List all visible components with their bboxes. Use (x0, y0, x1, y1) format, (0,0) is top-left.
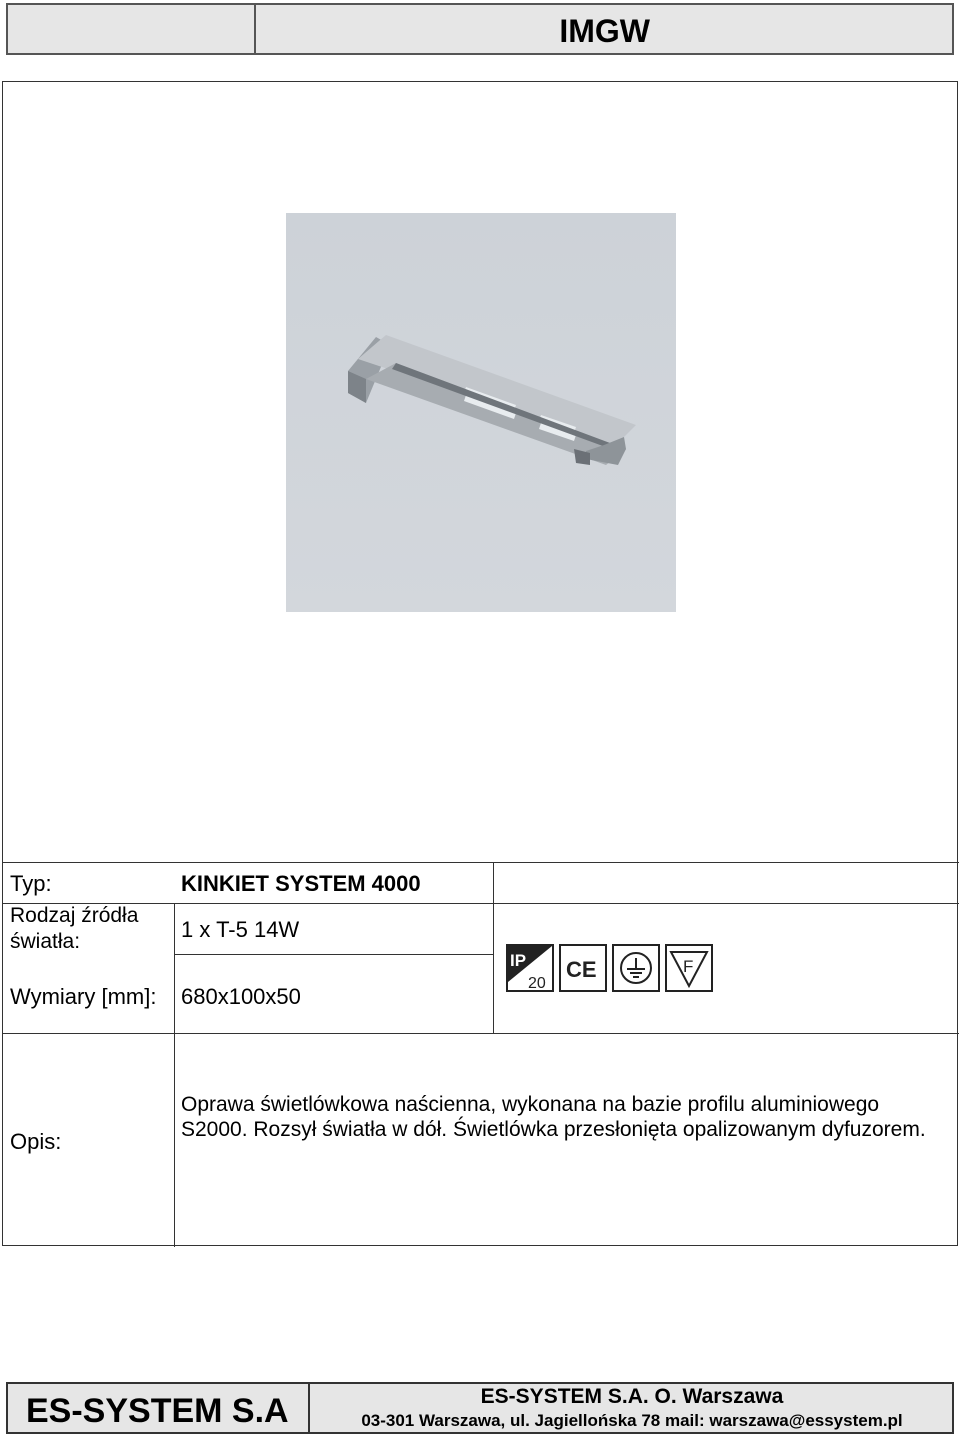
dimensions-value: 680x100x50 (181, 984, 301, 1009)
table-row-rule-2 (174, 954, 494, 955)
footer-address: 03-301 Warszawa, ul. Jagiellońska 78 mail: warszawa@essystem.pl (361, 1411, 903, 1430)
type-value: KINKIET SYSTEM 4000 (181, 871, 421, 896)
datasheet-frame (2, 81, 958, 1246)
ce-mark-icon (559, 944, 607, 992)
header-divider (254, 5, 256, 53)
table-row-rule-3 (3, 1033, 959, 1034)
table-row-rule-1 (3, 903, 959, 904)
footer-company: ES-SYSTEM S.A. O. Warszawa (480, 1385, 784, 1408)
f-mark-icon (665, 944, 713, 992)
wall-luminaire-illustration (286, 213, 676, 612)
desc-col-rule (174, 1033, 175, 1247)
description-text: Oprawa świetlówkowa naścienna, wykonana na bazie profilu aluminiowego S2000. Rozsył światła w dół. Świetlówka przesłonięta opalizowanym dyfuzorem. (181, 1093, 926, 1141)
ground-symbol-icon (612, 944, 660, 992)
ip-prefix: IP (510, 951, 527, 970)
f-mark-text: F (683, 957, 694, 976)
type-label: Typ: (10, 871, 52, 896)
product-image (286, 213, 676, 612)
header-bar (6, 3, 954, 55)
source-label-line1: Rodzaj źródła (10, 904, 139, 927)
table-col-rule-1 (174, 903, 175, 1033)
source-value: 1 x T-5 14W (181, 917, 300, 942)
table-col-rule-2 (493, 862, 494, 1033)
source-label-line2: światła: (10, 930, 81, 953)
ce-mark-text: CE (566, 957, 597, 982)
dimensions-label: Wymiary [mm]: (10, 984, 157, 1009)
description-label: Opis: (10, 1129, 62, 1154)
ip-number: 20 (528, 975, 546, 990)
table-top-rule (3, 862, 959, 863)
footer-bar (6, 1382, 954, 1434)
page-title: IMGW (559, 13, 650, 49)
footer-brand: ES-SYSTEM S.A (26, 1392, 289, 1430)
ip20-icon (506, 944, 554, 992)
